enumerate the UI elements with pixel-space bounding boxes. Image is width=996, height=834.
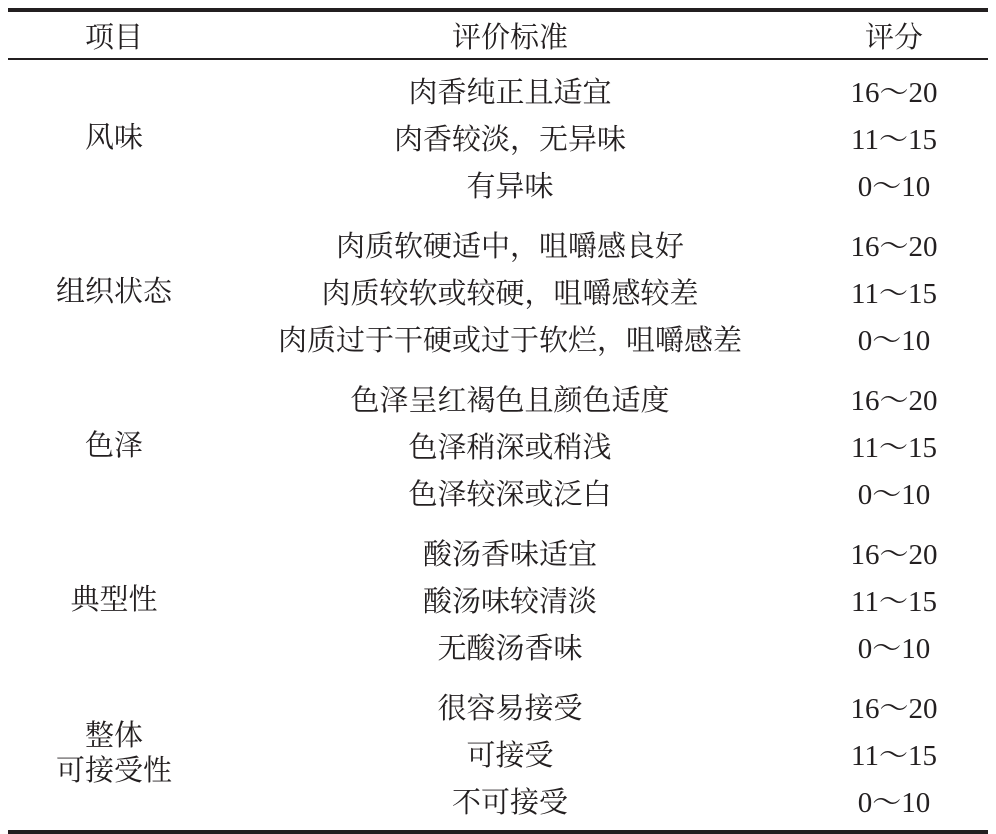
criteria-cell: 色泽呈红褐色且颜色适度 <box>350 382 670 417</box>
criteria-cell: 肉香较淡，无异味 <box>393 121 626 156</box>
criteria-cell: 可接受 <box>466 737 554 772</box>
score-cell: 11～15 <box>851 123 937 156</box>
score-cell: 16～20 <box>850 692 938 725</box>
criteria-cell: 肉质过于干硬或过于软烂，咀嚼感差 <box>277 322 742 357</box>
table-row <box>220 623 988 670</box>
table-row <box>220 576 988 623</box>
table-body <box>8 60 988 830</box>
score-cell: 0～10 <box>857 170 931 203</box>
table-row <box>220 221 988 268</box>
item-cell <box>8 522 220 676</box>
criteria-cell: 肉质较软或较硬，咀嚼感较差 <box>321 275 699 310</box>
table-row <box>220 529 988 576</box>
criteria-rows <box>220 60 988 214</box>
table-row <box>220 777 988 824</box>
item-label: 可接受性 <box>55 753 172 787</box>
score-cell: 16～20 <box>850 538 938 571</box>
criteria-cell: 色泽较深或泛白 <box>408 476 612 511</box>
table-row <box>220 268 988 315</box>
header-score: 评分 <box>864 19 923 54</box>
item-cell <box>8 676 220 830</box>
item-label: 整体 <box>84 718 143 752</box>
item-label: 组织状态 <box>55 273 172 308</box>
criteria-rows <box>220 214 988 368</box>
criteria-cell: 肉香纯正且适宜 <box>408 74 612 109</box>
score-cell: 0～10 <box>857 478 931 511</box>
table-row <box>220 67 988 114</box>
table-group <box>8 676 988 830</box>
item-label: 风味 <box>84 119 143 154</box>
table-row <box>220 375 988 422</box>
score-cell: 16～20 <box>850 384 938 417</box>
criteria-cell: 酸汤香味适宜 <box>422 536 597 571</box>
item-cell <box>8 368 220 522</box>
score-cell: 0～10 <box>857 786 931 819</box>
criteria-cell: 很容易接受 <box>437 690 583 725</box>
criteria-cell: 有异味 <box>466 168 554 203</box>
item-cell <box>8 60 220 214</box>
table-row <box>220 161 988 208</box>
score-cell: 11～15 <box>851 585 937 618</box>
table-row <box>220 422 988 469</box>
evaluation-table <box>8 8 988 834</box>
criteria-cell: 无酸汤香味 <box>437 630 583 665</box>
criteria-cell: 肉质软硬适中，咀嚼感良好 <box>335 228 684 263</box>
table-group <box>8 522 988 676</box>
item-label: 色泽 <box>84 427 143 462</box>
criteria-rows <box>220 368 988 522</box>
header-item: 项目 <box>84 19 143 54</box>
table-row <box>220 114 988 161</box>
score-cell: 16～20 <box>850 76 938 109</box>
score-cell: 0～10 <box>857 324 931 357</box>
score-cell: 16～20 <box>850 230 938 263</box>
score-cell: 11～15 <box>851 739 937 772</box>
table-header <box>8 12 988 58</box>
header-criteria: 评价标准 <box>451 19 568 54</box>
criteria-cell: 色泽稍深或稍浅 <box>408 429 612 464</box>
table-group <box>8 60 988 214</box>
score-cell: 11～15 <box>851 277 937 310</box>
criteria-rows <box>220 522 988 676</box>
table-row <box>220 315 988 362</box>
criteria-cell: 酸汤味较清淡 <box>422 583 597 618</box>
item-label: 典型性 <box>70 581 158 616</box>
table-group <box>8 214 988 368</box>
table-group <box>8 368 988 522</box>
item-cell <box>8 214 220 368</box>
score-cell: 11～15 <box>851 431 937 464</box>
bottom-rule <box>8 830 988 834</box>
table-row <box>220 469 988 516</box>
score-cell: 0～10 <box>857 632 931 665</box>
table-row <box>220 683 988 730</box>
criteria-cell: 不可接受 <box>451 784 568 819</box>
table-row <box>220 730 988 777</box>
criteria-rows <box>220 676 988 830</box>
